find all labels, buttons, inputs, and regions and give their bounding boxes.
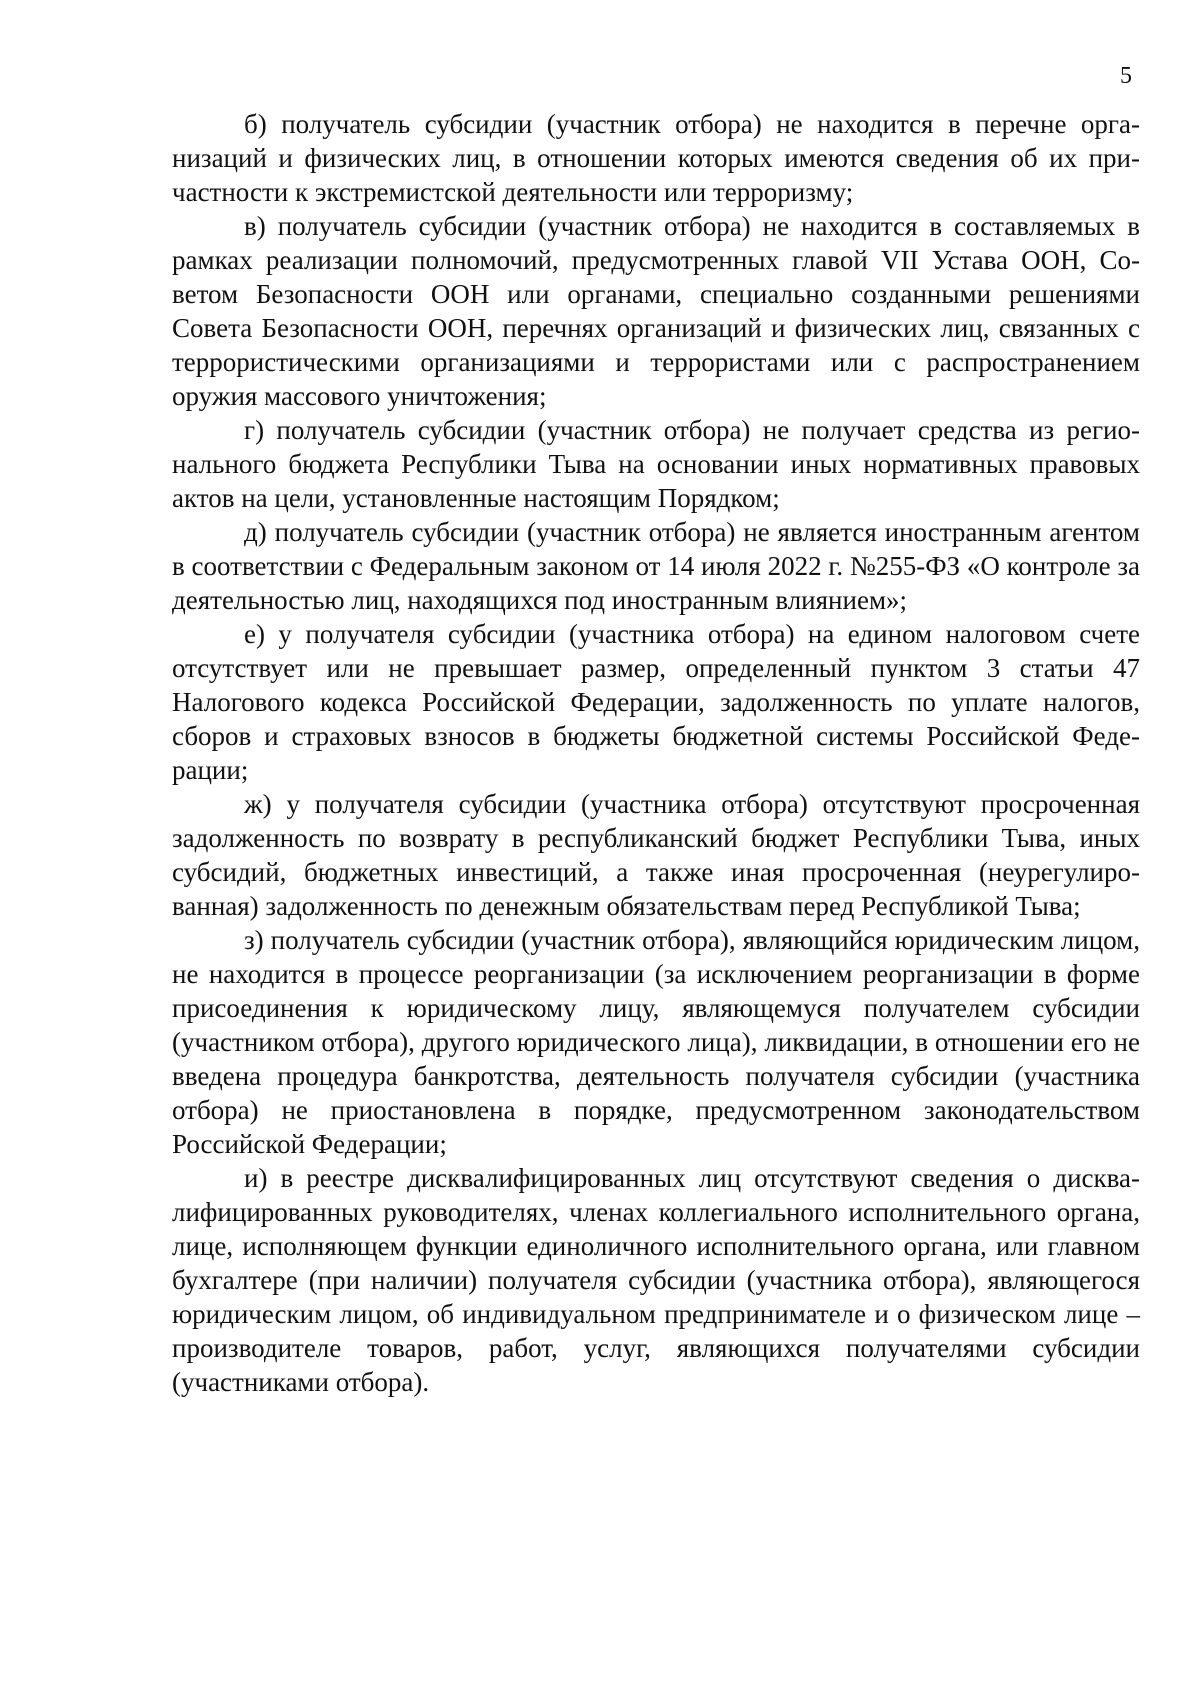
- paragraph-i: и) в реестре дисквалифицированных лиц отсутствуют сведения о дисквалифицированных руководителях, членах коллегиального исполнительного органа, лице, исполняющем функции единоличного исполнительного органа, или главном бухгалтере (при наличии) получателя субсидии (участника отбора), являющегося юридическим лицом, об индивидуальном предпринимателе и о физическом лице – производителе товаров, работ, услуг, являющихся получателями субсидии (участниками отбора).: [172, 1163, 1140, 1397]
- paragraph-g: г) получатель субсидии (участник отбора) не получает средства из регионального бюджета Республики Тыва на основании иных нормативных правовых актов на цели, установленные настоящим Порядком;: [172, 415, 1140, 513]
- paragraph-b: б) получатель субсидии (участник отбора) не находится в перечне организаций и физических лиц, в отношении которых имеются сведения об их причастности к экстремистской деятельности или терроризму;: [172, 109, 1140, 207]
- paragraph-zh: ж) у получателя субсидии (участника отбора) отсутствуют просроченная задолженность по возврату в республиканский бюджет Республики Тыва, иных субсидий, бюджетных инвестиций, а также иная просроченная (неурегулированная) задолженность по денежным обязательствам перед Республикой Тыва;: [172, 789, 1140, 921]
- paragraph-v: в) получатель субсидии (участник отбора) не находится в составляемых в рамках реализации полномочий, предусмотренных главой VII Устава ООН, Советом Безопасности ООН или органами, специально созданными решениями Совета Безопасности ООН, перечнях организаций и физических лиц, связанных с террористическими организациями и террористами или с распространением оружия массового уничтожения;: [172, 211, 1140, 411]
- page-number: 5: [1120, 63, 1132, 89]
- document-body: [172, 107, 1140, 1399]
- paragraph-z: з) получатель субсидии (участник отбора), являющийся юридическим лицом, не находится в процессе реорганизации (за исключением реорганизации в форме присоединения к юридическому лицу, являющемуся получателем субсидии (участником отбора), другого юридического лица), ликвидации, в отношении его не введена процедура банкротства, деятельность получателя субсидии (участника отбора) не приостановлена в порядке, предусмотренном законодательством Российской Федерации;: [172, 925, 1140, 1159]
- paragraph-d: д) получатель субсидии (участник отбора) не является иностранным агентом в соответствии с Федеральным законом от 14 июля 2022 г. №255-ФЗ «О контроле за деятельностью лиц, находящихся под иностранным влиянием»;: [172, 517, 1140, 615]
- paragraph-e: е) у получателя субсидии (участника отбора) на едином налоговом счете отсутствует или не превышает размер, определенный пунктом 3 статьи 47 Налогового кодекса Российской Федерации, задолженность по уплате налогов, сборов и страховых взносов в бюджеты бюджетной системы Российской Федерации;: [172, 619, 1140, 785]
